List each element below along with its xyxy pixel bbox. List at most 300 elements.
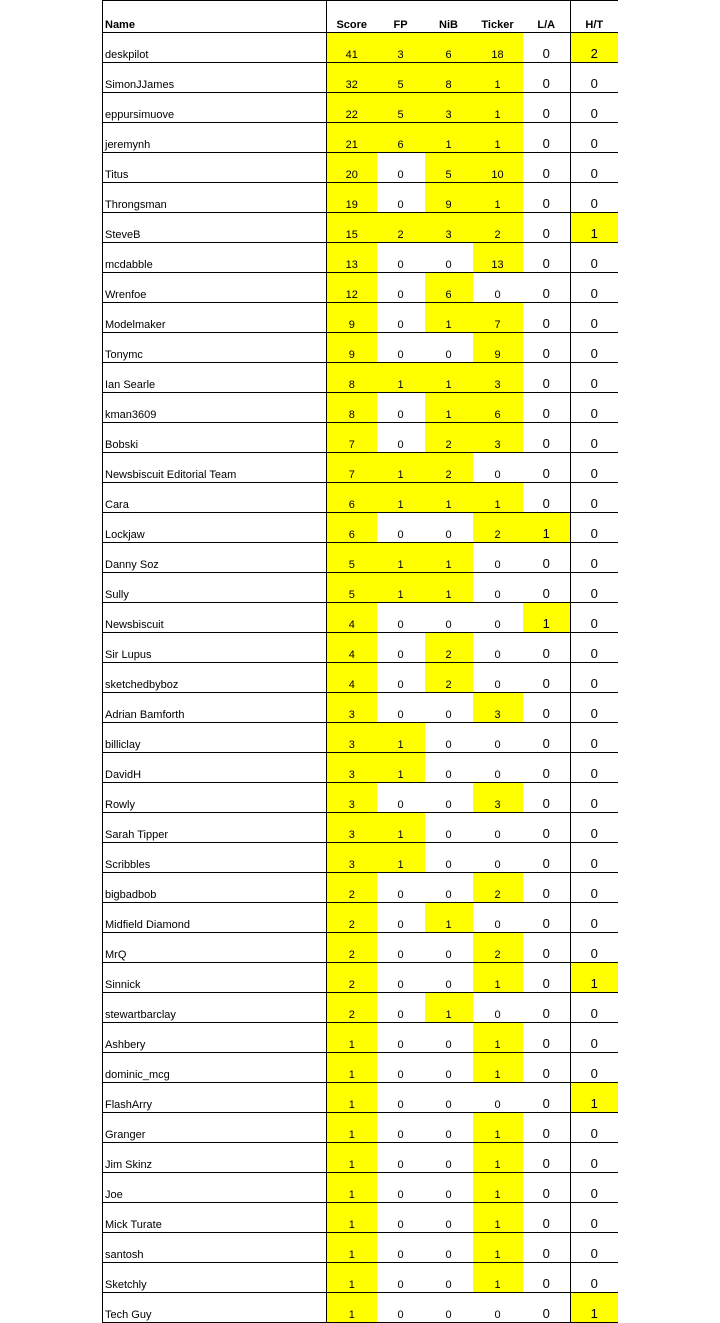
cell-ht: 0 xyxy=(571,1143,618,1173)
cell-ht: 0 xyxy=(571,783,618,813)
table-row xyxy=(103,333,618,363)
cell-score: 2 xyxy=(327,933,377,963)
table-row xyxy=(103,693,618,723)
cell-ticker: 1 xyxy=(473,1023,523,1053)
cell-fp: 0 xyxy=(377,1143,425,1173)
cell-nib: 0 xyxy=(425,813,473,843)
cell-name: sketchedbyboz xyxy=(103,663,327,693)
cell-ht: 2 xyxy=(571,33,618,63)
cell-name: Sketchly xyxy=(103,1263,327,1293)
cell-score: 9 xyxy=(327,303,377,333)
cell-score: 1 xyxy=(327,1143,377,1173)
cell-ht: 0 xyxy=(571,933,618,963)
cell-nib: 0 xyxy=(425,753,473,783)
cell-ht: 0 xyxy=(571,1053,618,1083)
cell-nib: 5 xyxy=(425,153,473,183)
cell-name: Cara xyxy=(103,483,327,513)
cell-score: 6 xyxy=(327,513,377,543)
cell-la: 0 xyxy=(523,213,571,243)
cell-la: 0 xyxy=(523,963,571,993)
cell-ticker: 0 xyxy=(473,573,523,603)
cell-la: 0 xyxy=(523,813,571,843)
cell-nib: 0 xyxy=(425,783,473,813)
cell-ht: 0 xyxy=(571,1173,618,1203)
cell-fp: 1 xyxy=(377,843,425,873)
cell-ticker: 7 xyxy=(473,303,523,333)
table-row xyxy=(103,1293,618,1323)
cell-name: Newsbiscuit xyxy=(103,603,327,633)
cell-name: Adrian Bamforth xyxy=(103,693,327,723)
cell-ht: 1 xyxy=(571,1083,618,1113)
cell-la: 0 xyxy=(523,393,571,423)
cell-fp: 2 xyxy=(377,213,425,243)
leaderboard-sheet xyxy=(102,0,617,1321)
cell-fp: 0 xyxy=(377,273,425,303)
cell-ht: 0 xyxy=(571,63,618,93)
leaderboard-table xyxy=(102,0,618,1323)
table-row xyxy=(103,1203,618,1233)
table-row xyxy=(103,873,618,903)
cell-fp: 0 xyxy=(377,1263,425,1293)
cell-name: stewartbarclay xyxy=(103,993,327,1023)
cell-fp: 0 xyxy=(377,693,425,723)
table-row xyxy=(103,603,618,633)
cell-score: 19 xyxy=(327,183,377,213)
cell-ht: 0 xyxy=(571,873,618,903)
cell-score: 9 xyxy=(327,333,377,363)
cell-nib: 0 xyxy=(425,933,473,963)
cell-nib: 1 xyxy=(425,543,473,573)
cell-fp: 0 xyxy=(377,1173,425,1203)
cell-la: 0 xyxy=(523,1293,571,1323)
cell-nib: 2 xyxy=(425,663,473,693)
cell-la: 0 xyxy=(523,423,571,453)
cell-ticker: 3 xyxy=(473,423,523,453)
cell-name: Titus xyxy=(103,153,327,183)
cell-la: 0 xyxy=(523,483,571,513)
cell-ht: 0 xyxy=(571,993,618,1023)
cell-score: 20 xyxy=(327,153,377,183)
cell-score: 1 xyxy=(327,1173,377,1203)
cell-ht: 0 xyxy=(571,273,618,303)
cell-name: billiclay xyxy=(103,723,327,753)
cell-ht: 0 xyxy=(571,423,618,453)
cell-score: 1 xyxy=(327,1263,377,1293)
cell-la: 0 xyxy=(523,933,571,963)
cell-fp: 0 xyxy=(377,513,425,543)
cell-name: Sarah Tipper xyxy=(103,813,327,843)
cell-la: 0 xyxy=(523,453,571,483)
cell-name: Modelmaker xyxy=(103,303,327,333)
table-row xyxy=(103,513,618,543)
header-ticker: Ticker xyxy=(473,1,523,33)
cell-fp: 0 xyxy=(377,1203,425,1233)
cell-score: 1 xyxy=(327,1293,377,1323)
table-row xyxy=(103,633,618,663)
cell-score: 12 xyxy=(327,273,377,303)
cell-fp: 0 xyxy=(377,153,425,183)
cell-score: 2 xyxy=(327,873,377,903)
cell-nib: 6 xyxy=(425,33,473,63)
cell-score: 21 xyxy=(327,123,377,153)
cell-nib: 0 xyxy=(425,1143,473,1173)
header-name: Name xyxy=(103,1,327,33)
cell-la: 0 xyxy=(523,93,571,123)
cell-fp: 5 xyxy=(377,63,425,93)
cell-nib: 0 xyxy=(425,1233,473,1263)
cell-fp: 0 xyxy=(377,1053,425,1083)
table-row xyxy=(103,1023,618,1053)
table-body xyxy=(103,33,618,1323)
cell-nib: 0 xyxy=(425,1083,473,1113)
cell-ticker: 1 xyxy=(473,1053,523,1083)
table-row xyxy=(103,723,618,753)
table-row xyxy=(103,123,618,153)
cell-ticker: 1 xyxy=(473,1233,523,1263)
cell-fp: 1 xyxy=(377,453,425,483)
cell-ticker: 0 xyxy=(473,753,523,783)
table-row xyxy=(103,1233,618,1263)
cell-ht: 0 xyxy=(571,393,618,423)
cell-nib: 0 xyxy=(425,1293,473,1323)
cell-name: Sir Lupus xyxy=(103,633,327,663)
cell-fp: 1 xyxy=(377,573,425,603)
cell-ht: 0 xyxy=(571,693,618,723)
cell-nib: 8 xyxy=(425,63,473,93)
table-row xyxy=(103,363,618,393)
cell-ht: 0 xyxy=(571,123,618,153)
cell-ticker: 6 xyxy=(473,393,523,423)
cell-name: santosh xyxy=(103,1233,327,1263)
cell-fp: 0 xyxy=(377,633,425,663)
cell-score: 3 xyxy=(327,753,377,783)
cell-ticker: 1 xyxy=(473,1263,523,1293)
table-row xyxy=(103,1143,618,1173)
cell-fp: 0 xyxy=(377,993,425,1023)
cell-la: 0 xyxy=(523,753,571,783)
cell-ticker: 0 xyxy=(473,663,523,693)
cell-score: 1 xyxy=(327,1113,377,1143)
cell-name: Joe xyxy=(103,1173,327,1203)
table-row xyxy=(103,1053,618,1083)
cell-la: 0 xyxy=(523,303,571,333)
table-row xyxy=(103,423,618,453)
cell-ticker: 2 xyxy=(473,213,523,243)
cell-la: 0 xyxy=(523,123,571,153)
cell-name: Ashbery xyxy=(103,1023,327,1053)
cell-name: Tonymc xyxy=(103,333,327,363)
cell-score: 13 xyxy=(327,243,377,273)
cell-name: Danny Soz xyxy=(103,543,327,573)
cell-ht: 0 xyxy=(571,303,618,333)
cell-score: 1 xyxy=(327,1203,377,1233)
cell-ticker: 0 xyxy=(473,453,523,483)
table-row xyxy=(103,63,618,93)
cell-ht: 0 xyxy=(571,753,618,783)
cell-name: Sully xyxy=(103,573,327,603)
cell-ht: 0 xyxy=(571,513,618,543)
cell-la: 0 xyxy=(523,783,571,813)
table-row xyxy=(103,93,618,123)
cell-la: 0 xyxy=(523,333,571,363)
cell-ht: 0 xyxy=(571,663,618,693)
cell-nib: 0 xyxy=(425,843,473,873)
cell-score: 6 xyxy=(327,483,377,513)
cell-la: 0 xyxy=(523,873,571,903)
cell-score: 4 xyxy=(327,633,377,663)
cell-nib: 0 xyxy=(425,603,473,633)
cell-fp: 1 xyxy=(377,813,425,843)
cell-score: 41 xyxy=(327,33,377,63)
cell-la: 1 xyxy=(523,603,571,633)
table-row xyxy=(103,183,618,213)
cell-la: 0 xyxy=(523,1233,571,1263)
cell-fp: 1 xyxy=(377,753,425,783)
cell-ticker: 1 xyxy=(473,1173,523,1203)
header-fp: FP xyxy=(377,1,425,33)
cell-nib: 2 xyxy=(425,423,473,453)
cell-fp: 0 xyxy=(377,183,425,213)
cell-ht: 0 xyxy=(571,633,618,663)
cell-nib: 0 xyxy=(425,1053,473,1083)
cell-nib: 2 xyxy=(425,453,473,483)
cell-score: 5 xyxy=(327,543,377,573)
cell-ht: 0 xyxy=(571,483,618,513)
cell-score: 22 xyxy=(327,93,377,123)
cell-ticker: 0 xyxy=(473,273,523,303)
cell-fp: 0 xyxy=(377,393,425,423)
cell-score: 3 xyxy=(327,783,377,813)
cell-fp: 0 xyxy=(377,1083,425,1113)
cell-ht: 0 xyxy=(571,453,618,483)
cell-ticker: 18 xyxy=(473,33,523,63)
cell-nib: 1 xyxy=(425,303,473,333)
cell-ht: 0 xyxy=(571,723,618,753)
cell-score: 8 xyxy=(327,363,377,393)
table-row xyxy=(103,483,618,513)
cell-ht: 0 xyxy=(571,93,618,123)
cell-ticker: 3 xyxy=(473,363,523,393)
cell-ht: 0 xyxy=(571,153,618,183)
cell-name: bigbadbob xyxy=(103,873,327,903)
cell-score: 2 xyxy=(327,993,377,1023)
table-row xyxy=(103,303,618,333)
cell-nib: 1 xyxy=(425,573,473,603)
cell-nib: 0 xyxy=(425,1263,473,1293)
cell-fp: 0 xyxy=(377,1293,425,1323)
cell-la: 0 xyxy=(523,843,571,873)
cell-ht: 0 xyxy=(571,1113,618,1143)
cell-score: 3 xyxy=(327,843,377,873)
cell-ticker: 3 xyxy=(473,693,523,723)
table-row xyxy=(103,1083,618,1113)
cell-la: 0 xyxy=(523,573,571,603)
cell-fp: 1 xyxy=(377,363,425,393)
cell-la: 0 xyxy=(523,1113,571,1143)
cell-nib: 0 xyxy=(425,1023,473,1053)
cell-score: 32 xyxy=(327,63,377,93)
table-row xyxy=(103,573,618,603)
cell-la: 0 xyxy=(523,1173,571,1203)
cell-name: Lockjaw xyxy=(103,513,327,543)
cell-ticker: 0 xyxy=(473,993,523,1023)
cell-score: 4 xyxy=(327,663,377,693)
cell-ht: 0 xyxy=(571,813,618,843)
cell-name: Mick Turate xyxy=(103,1203,327,1233)
cell-name: Midfield Diamond xyxy=(103,903,327,933)
table-row xyxy=(103,273,618,303)
cell-ticker: 1 xyxy=(473,63,523,93)
cell-la: 0 xyxy=(523,1053,571,1083)
cell-ht: 0 xyxy=(571,573,618,603)
cell-ht: 0 xyxy=(571,1233,618,1263)
table-row xyxy=(103,393,618,423)
cell-name: SteveB xyxy=(103,213,327,243)
cell-ht: 0 xyxy=(571,543,618,573)
cell-name: Granger xyxy=(103,1113,327,1143)
cell-score: 1 xyxy=(327,1023,377,1053)
cell-ht: 1 xyxy=(571,963,618,993)
cell-la: 0 xyxy=(523,363,571,393)
header-row xyxy=(103,1,618,33)
table-row xyxy=(103,783,618,813)
cell-la: 0 xyxy=(523,273,571,303)
cell-score: 1 xyxy=(327,1083,377,1113)
cell-fp: 5 xyxy=(377,93,425,123)
cell-nib: 0 xyxy=(425,693,473,723)
cell-name: Ian Searle xyxy=(103,363,327,393)
header-score: Score xyxy=(327,1,377,33)
cell-name: DavidH xyxy=(103,753,327,783)
cell-score: 1 xyxy=(327,1053,377,1083)
header-la: L/A xyxy=(523,1,571,33)
cell-la: 0 xyxy=(523,543,571,573)
table-row xyxy=(103,453,618,483)
cell-fp: 1 xyxy=(377,483,425,513)
table-row xyxy=(103,663,618,693)
cell-ticker: 10 xyxy=(473,153,523,183)
cell-fp: 1 xyxy=(377,723,425,753)
cell-ticker: 2 xyxy=(473,933,523,963)
cell-la: 0 xyxy=(523,183,571,213)
cell-name: Tech Guy xyxy=(103,1293,327,1323)
cell-ticker: 13 xyxy=(473,243,523,273)
cell-nib: 0 xyxy=(425,1203,473,1233)
cell-la: 0 xyxy=(523,243,571,273)
cell-ticker: 2 xyxy=(473,873,523,903)
cell-ticker: 1 xyxy=(473,123,523,153)
cell-fp: 0 xyxy=(377,303,425,333)
cell-name: kman3609 xyxy=(103,393,327,423)
cell-fp: 0 xyxy=(377,423,425,453)
cell-ticker: 0 xyxy=(473,843,523,873)
cell-fp: 0 xyxy=(377,933,425,963)
cell-fp: 0 xyxy=(377,243,425,273)
cell-name: Newsbiscuit Editorial Team xyxy=(103,453,327,483)
cell-ticker: 2 xyxy=(473,513,523,543)
cell-name: FlashArry xyxy=(103,1083,327,1113)
cell-la: 0 xyxy=(523,663,571,693)
cell-nib: 0 xyxy=(425,873,473,903)
table-row xyxy=(103,933,618,963)
cell-ticker: 0 xyxy=(473,1083,523,1113)
cell-ht: 0 xyxy=(571,243,618,273)
cell-score: 7 xyxy=(327,453,377,483)
cell-nib: 0 xyxy=(425,1113,473,1143)
cell-score: 4 xyxy=(327,603,377,633)
cell-ticker: 0 xyxy=(473,543,523,573)
cell-nib: 0 xyxy=(425,333,473,363)
cell-ticker: 3 xyxy=(473,783,523,813)
cell-fp: 1 xyxy=(377,543,425,573)
cell-nib: 2 xyxy=(425,633,473,663)
cell-name: Jim Skinz xyxy=(103,1143,327,1173)
cell-score: 7 xyxy=(327,423,377,453)
cell-la: 0 xyxy=(523,1203,571,1233)
cell-ht: 0 xyxy=(571,1263,618,1293)
cell-fp: 0 xyxy=(377,1023,425,1053)
cell-nib: 9 xyxy=(425,183,473,213)
cell-name: mcdabble xyxy=(103,243,327,273)
cell-nib: 3 xyxy=(425,213,473,243)
cell-fp: 0 xyxy=(377,903,425,933)
cell-nib: 0 xyxy=(425,513,473,543)
cell-la: 1 xyxy=(523,513,571,543)
cell-score: 3 xyxy=(327,693,377,723)
table-row xyxy=(103,993,618,1023)
cell-fp: 0 xyxy=(377,603,425,633)
cell-score: 3 xyxy=(327,813,377,843)
cell-name: Bobski xyxy=(103,423,327,453)
cell-ht: 0 xyxy=(571,1203,618,1233)
cell-name: eppursimuove xyxy=(103,93,327,123)
cell-nib: 1 xyxy=(425,483,473,513)
cell-name: SimonJJames xyxy=(103,63,327,93)
cell-fp: 0 xyxy=(377,873,425,903)
cell-nib: 1 xyxy=(425,363,473,393)
cell-score: 5 xyxy=(327,573,377,603)
cell-fp: 0 xyxy=(377,333,425,363)
cell-nib: 1 xyxy=(425,993,473,1023)
cell-name: Rowly xyxy=(103,783,327,813)
cell-score: 2 xyxy=(327,903,377,933)
table-row xyxy=(103,903,618,933)
cell-fp: 3 xyxy=(377,33,425,63)
table-row xyxy=(103,1113,618,1143)
cell-ht: 1 xyxy=(571,213,618,243)
cell-score: 15 xyxy=(327,213,377,243)
cell-ht: 0 xyxy=(571,183,618,213)
cell-name: MrQ xyxy=(103,933,327,963)
cell-name: Sinnick xyxy=(103,963,327,993)
cell-score: 3 xyxy=(327,723,377,753)
cell-nib: 0 xyxy=(425,723,473,753)
cell-ht: 0 xyxy=(571,843,618,873)
cell-ht: 0 xyxy=(571,363,618,393)
cell-name: Wrenfoe xyxy=(103,273,327,303)
cell-fp: 0 xyxy=(377,783,425,813)
table-row xyxy=(103,843,618,873)
cell-la: 0 xyxy=(523,1143,571,1173)
cell-la: 0 xyxy=(523,1023,571,1053)
cell-la: 0 xyxy=(523,903,571,933)
cell-ticker: 0 xyxy=(473,603,523,633)
cell-fp: 6 xyxy=(377,123,425,153)
cell-la: 0 xyxy=(523,153,571,183)
header-ht: H/T xyxy=(571,1,618,33)
cell-ticker: 1 xyxy=(473,963,523,993)
table-row xyxy=(103,543,618,573)
